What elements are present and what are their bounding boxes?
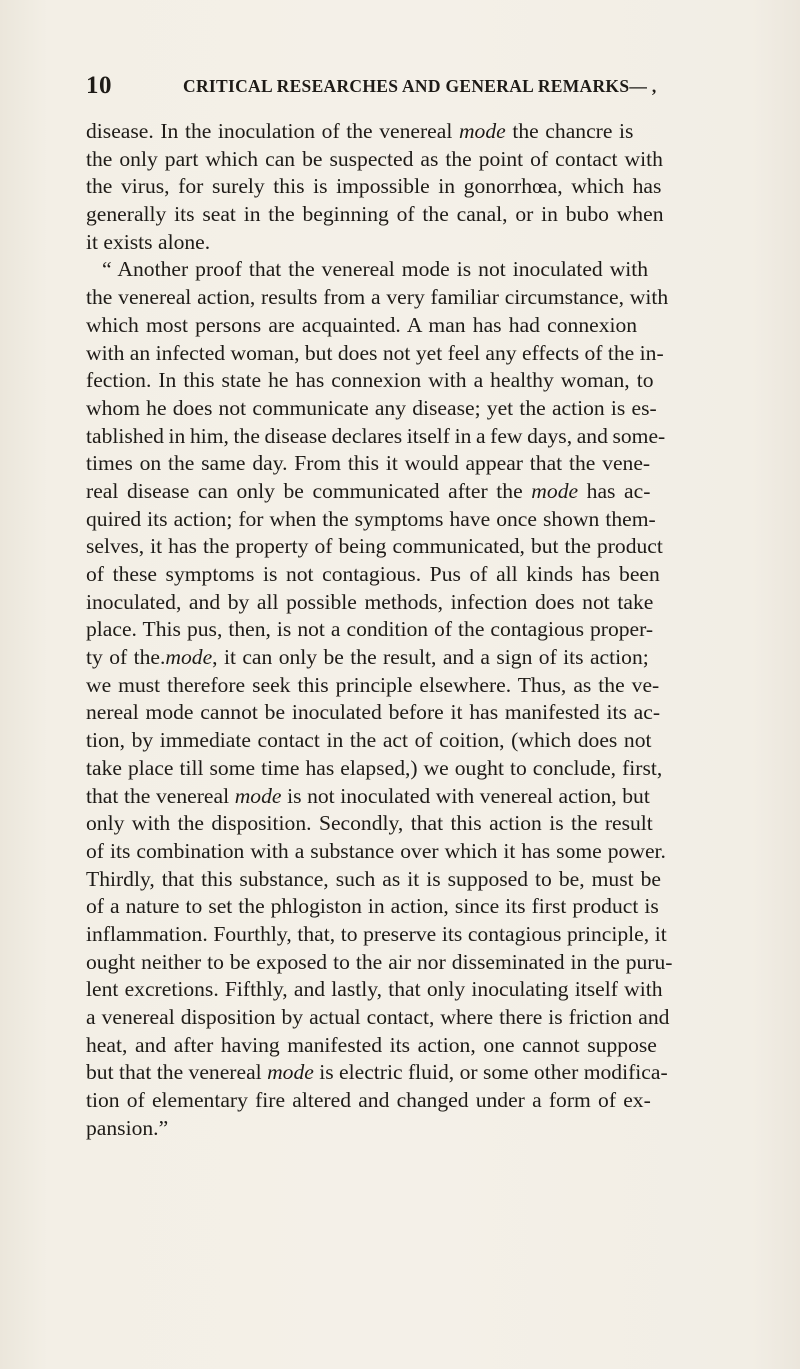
text-line: tablished in him, the disease declares itself in a few days, and some- [86, 423, 666, 448]
text-line: inoculated, and by all possible methods, infection does not take [86, 589, 654, 614]
text-line: the venereal action, results from a very familiar circumstance, with [86, 285, 669, 310]
text-line: that the venereal mode is not inoculated with venereal action, but [86, 783, 650, 808]
running-head: CRITICAL RESEARCHES AND GENERAL REMARKS— , [183, 76, 657, 96]
text-line: fection. In this state he has connexion with a healthy woman, to [86, 368, 654, 393]
text-line: times on the same day. From this it would appear that the vene- [86, 451, 651, 476]
text-line: tion of elementary fire altered and changed under a form of ex- [86, 1088, 651, 1113]
text-line: whom he does not communicate any disease; yet the action is es- [86, 395, 657, 420]
text-line: tion, by immediate contact in the act of coition, (which does not [86, 728, 652, 753]
italic-emphasis: mode [165, 645, 213, 670]
text-line: with an infected woman, but does not yet feel any effects of the in- [86, 340, 664, 365]
text-line: it exists alone. [86, 229, 211, 254]
text-line: inflammation. Fourthly, that, to preserve its contagious principle, it [86, 921, 667, 946]
text-line: of a nature to set the phlogiston in action, since its first product is [86, 894, 659, 919]
text-line: of these symptoms is not contagious. Pus of all kinds has been [86, 562, 660, 586]
text-line: selves, it has the property of being communicated, but the product [86, 534, 663, 559]
text-line: only with the disposition. Secondly, that this action is the result [86, 811, 653, 836]
text-line: of its combination with a substance over which it has some power. [86, 838, 666, 863]
italic-emphasis: mode [267, 1060, 314, 1085]
text-line: lent excretions. Fifthly, and lastly, that only inoculating itself with [86, 977, 663, 1002]
body-text [86, 118, 786, 1142]
text-line: a venereal disposition by actual contact, where there is friction and [86, 1005, 670, 1029]
text-line: nereal mode cannot be inoculated before it has manifested its ac- [86, 700, 661, 725]
text-line: the virus, for surely this is impossible in gonorrhœa, which has [86, 174, 662, 199]
text-line: heat, and after having manifested its action, one cannot suppose [86, 1032, 657, 1057]
text-line: pansion.” [86, 1115, 169, 1140]
text-line: we must therefore seek this principle elsewhere. Thus, as the ve- [86, 672, 660, 697]
text-line: ty of the.mode, it can only be the result, and a sign of its action; [86, 645, 649, 670]
text-line: take place till some time has elapsed,) we ought to conclude, first, [86, 755, 663, 780]
text-line: disease. In the inoculation of the venereal mode the chancre is [86, 119, 634, 143]
page-number: 10 [86, 72, 112, 99]
italic-emphasis: mode [531, 478, 579, 503]
text-line: Thirdly, that this substance, such as it is supposed to be, must be [86, 866, 661, 891]
text-line: place. This pus, then, is not a condition of the contagious proper- [86, 617, 654, 642]
text-line: but that the venereal mode is electric fluid, or some other modifica- [86, 1060, 668, 1085]
text-line: generally its seat in the beginning of the canal, or in bubo when [86, 202, 664, 227]
italic-emphasis: mode [234, 783, 282, 808]
italic-emphasis: mode [458, 119, 506, 143]
text-line: which most persons are acquainted. A man has had connexion [86, 312, 638, 337]
text-line: real disease can only be communicated after the mode has ac- [86, 478, 651, 503]
text-line: ought neither to be exposed to the air nor disseminated in the puru- [86, 949, 673, 974]
page-header [86, 72, 686, 102]
text-line: quired its action; for when the symptoms have once shown them- [86, 506, 656, 531]
text-line: the only part which can be suspected as the point of contact with [86, 146, 663, 171]
text-line: “ Another proof that the venereal mode is not inoculated with [102, 257, 649, 282]
